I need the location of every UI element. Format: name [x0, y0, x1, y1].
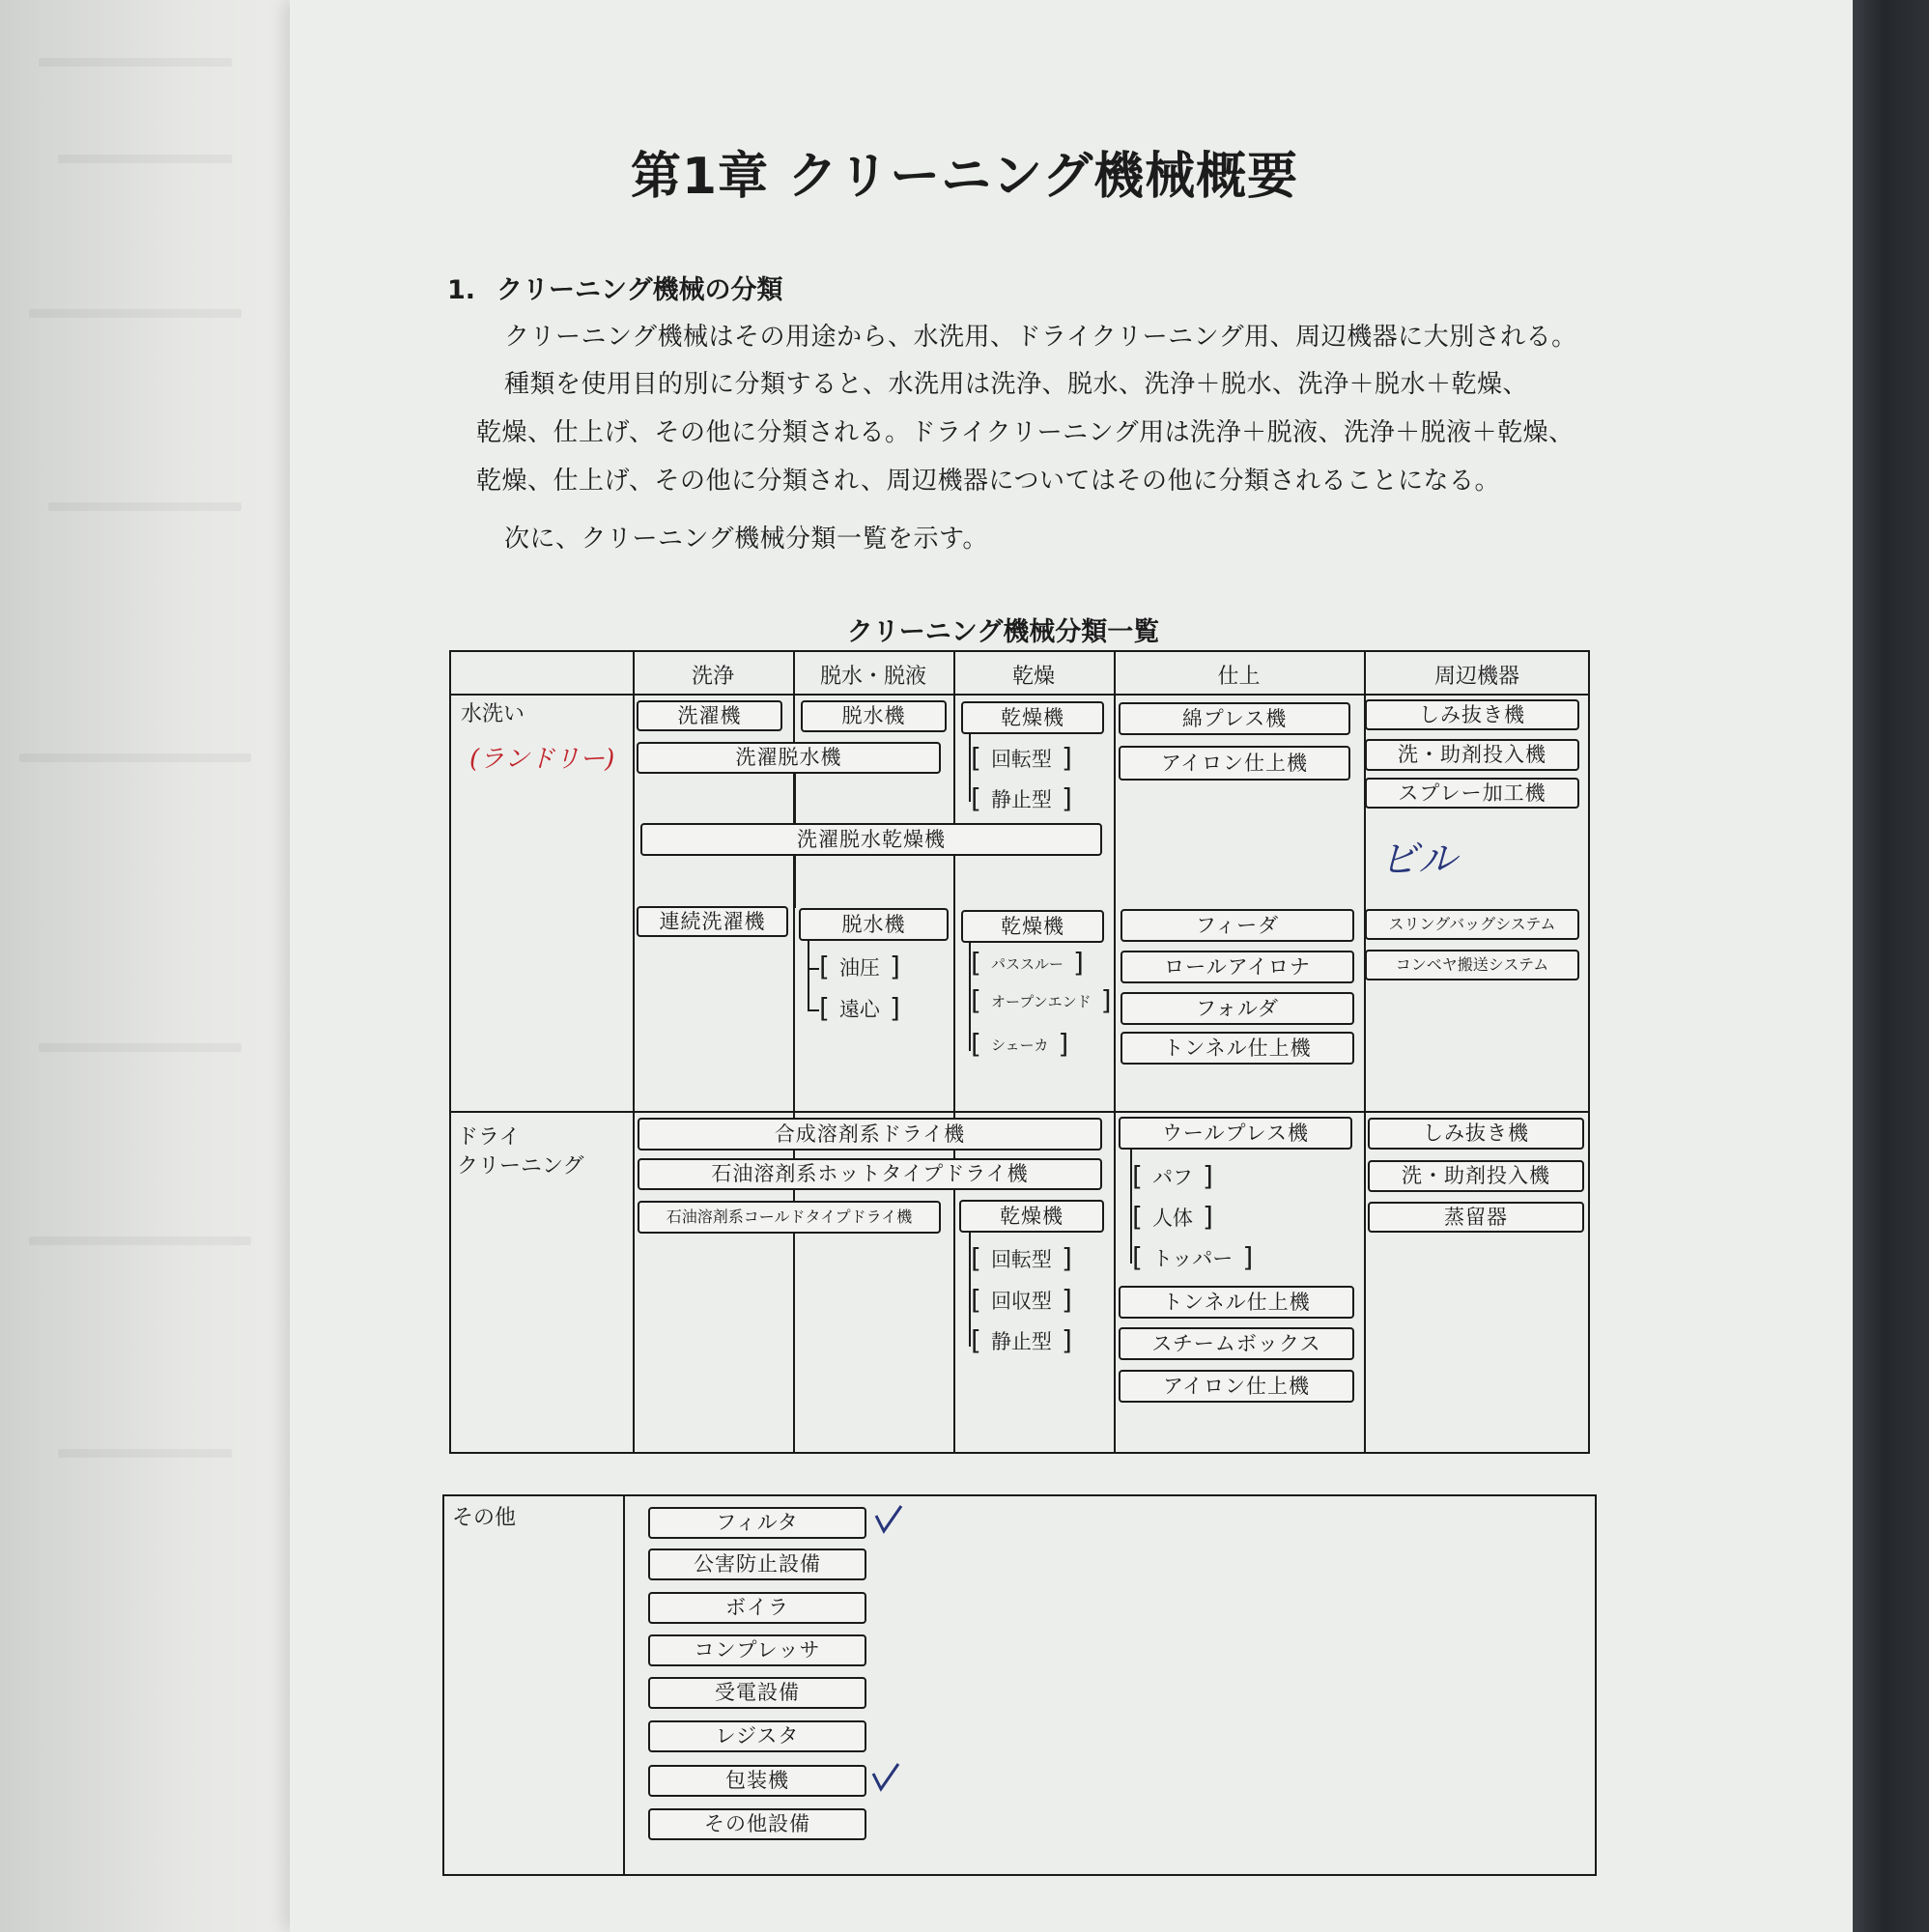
column-header-finish: 仕上	[1217, 665, 1261, 689]
paragraph-5: 次に、クリーニング機械分類一覧を示す。	[504, 525, 988, 554]
box-extractor: 脱水機	[801, 700, 947, 732]
paragraph-3: 乾燥、仕上げ、その他に分類される。ドライクリーニング用は洗浄＋脱液、洗浄＋脱液＋乾燥、	[476, 418, 1574, 447]
box-dryer: 乾燥機	[961, 701, 1104, 734]
box-iron-finisher: アイロン仕上機	[1119, 746, 1350, 781]
check-mark-icon	[869, 1760, 902, 1795]
box-roll-ironer: ロールアイロナ	[1121, 951, 1354, 983]
row-header-dry-line2: クリーニング	[457, 1154, 584, 1179]
box-dry-tunnel-finisher: トンネル仕上機	[1119, 1286, 1354, 1319]
connector	[808, 1009, 819, 1011]
paragraph-2: 種類を使用目的別に分類すると、水洗用は洗浄、脱水、洗浄＋脱水、洗浄＋脱水＋乾燥、	[504, 370, 1529, 399]
box-power-receiving: 受電設備	[648, 1677, 866, 1709]
dry-dryer-type-recovery: 回収型	[990, 1290, 1052, 1313]
box-register: レジスタ	[648, 1720, 866, 1752]
box-filter: フィルタ	[648, 1507, 866, 1539]
box-detergent-feeder: 洗・助剤投入機	[1365, 739, 1579, 771]
box-packaging-machine: 包装機	[648, 1765, 866, 1797]
row-header-dry-line1: ドライ	[457, 1125, 521, 1150]
dryer-type-passthrough: パススルー	[990, 954, 1064, 973]
box-dryer-2: 乾燥機	[961, 910, 1104, 943]
box-cotton-press: 綿プレス機	[1119, 702, 1350, 735]
row-header-other: その他	[452, 1506, 517, 1530]
dryer-type-shaker: シェーカ	[990, 1036, 1049, 1054]
press-type-topper: トッパー	[1151, 1247, 1234, 1270]
bracket-extractor-oil: [ 油圧 ]	[819, 951, 900, 982]
bracket-dryer-passthrough: [ パススルー ]	[971, 947, 1084, 979]
box-pollution-control: 公害防止設備	[648, 1548, 866, 1580]
press-type-body: 人体	[1151, 1207, 1193, 1230]
box-dry-iron-finisher: アイロン仕上機	[1119, 1370, 1354, 1403]
bracket-dry-static: [ 静止型 ]	[971, 1324, 1072, 1356]
box-wool-press: ウールプレス機	[1119, 1117, 1352, 1150]
dry-dryer-type-rotary: 回転型	[990, 1248, 1052, 1271]
column-divider	[1364, 650, 1366, 1454]
box-dry-detergent-feeder: 洗・助剤投入機	[1368, 1160, 1584, 1192]
box-other-equipment: その他設備	[648, 1808, 866, 1840]
box-spray-processor: スプレー加工機	[1365, 778, 1579, 809]
box-compressor: コンプレッサ	[648, 1634, 866, 1666]
paragraph-1: クリーニング機械はその用途から、水洗用、ドライクリーニング用、周辺機器に大別される。	[504, 323, 1577, 352]
box-sling-bag-system: スリングバッグシステム	[1365, 909, 1579, 940]
bracket-dryer-shaker: [ シェーカ ]	[971, 1028, 1069, 1060]
chapter-title: 第1章 クリーニング機械概要	[630, 148, 1299, 206]
row-header-water: 水洗い	[461, 702, 525, 726]
box-petroleum-cold: 石油溶剤系コールドタイプドライ機	[638, 1201, 941, 1234]
section-number: 1.	[447, 275, 476, 305]
other-table	[442, 1494, 1597, 1876]
connector	[794, 774, 796, 823]
box-conveyor-system: コンベヤ搬送システム	[1365, 950, 1579, 980]
box-boiler: ボイラ	[648, 1592, 866, 1624]
bracket-dryer-openend: [ オープンエンド ]	[971, 984, 1112, 1016]
dry-dryer-type-static: 静止型	[990, 1330, 1052, 1353]
box-continuous-washer: 連続洗濯機	[637, 906, 788, 937]
connector	[794, 856, 796, 908]
bracket-press-topper: [ トッパー ]	[1132, 1241, 1254, 1273]
bracket-dryer-rotary: [ 回転型 ]	[971, 742, 1072, 774]
press-type-puff: パフ	[1151, 1166, 1193, 1189]
dryer-type-rotary: 回転型	[990, 748, 1052, 771]
section-title: クリーニング機械の分類	[496, 275, 783, 305]
column-header-extract: 脱水・脱液	[819, 665, 926, 689]
bracket-press-puff: [ パフ ]	[1132, 1160, 1213, 1192]
box-washer-extractor-dryer: 洗濯脱水乾燥機	[640, 823, 1102, 856]
bracket-dry-recovery: [ 回収型 ]	[971, 1284, 1072, 1316]
column-header-dry: 乾燥	[1011, 665, 1055, 689]
box-synthetic-dry: 合成溶剤系ドライ機	[638, 1118, 1102, 1151]
extractor-type-centrifugal: 遠心	[838, 998, 880, 1021]
box-dry-spot-remover: しみ抜き機	[1368, 1118, 1584, 1150]
column-divider	[1114, 650, 1116, 1454]
connector	[808, 941, 809, 1010]
column-header-peripheral: 周辺機器	[1433, 665, 1519, 689]
bracket-press-body: [ 人体 ]	[1132, 1201, 1213, 1233]
handwritten-mark: ビル	[1379, 838, 1457, 882]
box-extractor-2: 脱水機	[799, 908, 949, 941]
section-heading	[447, 269, 783, 306]
column-divider	[633, 650, 635, 1454]
column-divider	[953, 650, 955, 1454]
table-title: クリーニング機械分類一覧	[846, 617, 1160, 647]
dryer-type-openend: オープンエンド	[990, 992, 1092, 1010]
box-washer-extractor: 洗濯脱水機	[637, 742, 941, 774]
column-divider	[623, 1494, 625, 1876]
box-feeder: フィーダ	[1121, 909, 1354, 942]
box-folder: フォルダ	[1121, 992, 1354, 1025]
connector	[808, 968, 819, 970]
header-divider	[449, 694, 1590, 696]
paragraph-4: 乾燥、仕上げ、その他に分類され、周辺機器についてはその他に分類されることになる。	[476, 467, 1501, 496]
bracket-dry-rotary: [ 回転型 ]	[971, 1242, 1072, 1274]
dryer-type-static: 静止型	[990, 788, 1052, 811]
book-edge	[1853, 0, 1929, 1932]
row-divider	[449, 1111, 1590, 1113]
row-header-dry	[457, 1123, 584, 1181]
box-spot-remover: しみ抜き機	[1365, 699, 1579, 730]
box-dry-dryer: 乾燥機	[959, 1200, 1104, 1233]
box-distiller: 蒸留器	[1368, 1202, 1584, 1233]
box-steam-box: スチームボックス	[1119, 1327, 1354, 1360]
left-page	[0, 0, 309, 1932]
extractor-type-oil: 油圧	[838, 956, 880, 980]
bracket-extractor-centrifugal: [ 遠心 ]	[819, 992, 900, 1024]
box-petroleum-hot: 石油溶剤系ホットタイプドライ機	[638, 1158, 1102, 1190]
bracket-dryer-static: [ 静止型 ]	[971, 782, 1072, 814]
column-header-wash: 洗浄	[691, 665, 734, 689]
check-mark-icon	[872, 1502, 905, 1537]
box-washer: 洗濯機	[637, 700, 782, 731]
box-tunnel-finisher: トンネル仕上機	[1121, 1032, 1354, 1065]
handwritten-note: (ランドリー)	[469, 745, 615, 774]
